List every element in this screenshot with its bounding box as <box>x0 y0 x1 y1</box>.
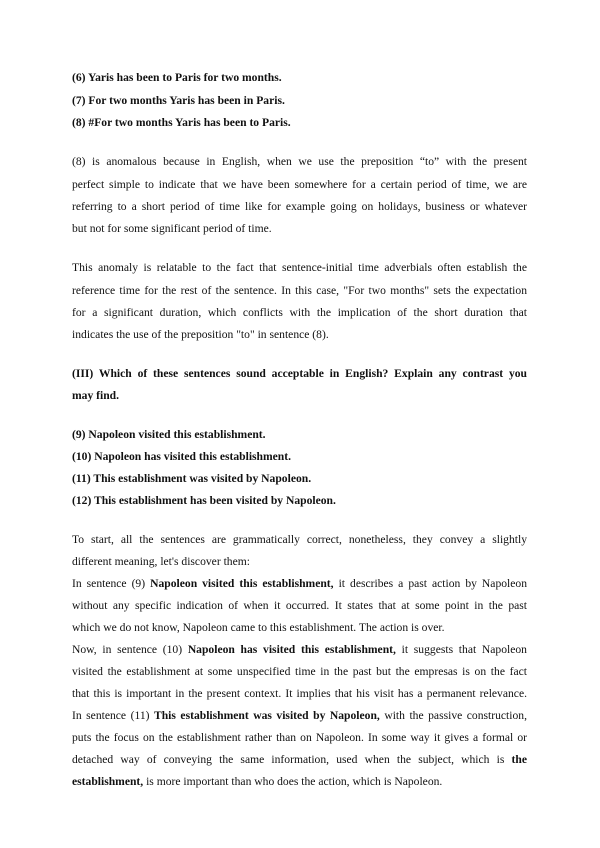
sentence11-line: In sentence (11) This establishment was visited by Napoleon, with the passive construction, <box>72 709 527 722</box>
example-8: (8) #For two months Yaris has been to Paris. <box>72 116 291 129</box>
para2-line: for a significant duration, which conflicts with the implication of the short duration that <box>72 306 527 319</box>
para2-line: reference time for the rest of the sentence. In this case, "For two months" sets the expectation <box>72 284 527 297</box>
sentence10-line: visited the establishment at some unspecified time in the past but the empresas is on the fact <box>72 665 527 678</box>
question-heading: (III) Which of these sentences sound acceptable in English? Explain any contrast you <box>72 367 527 380</box>
sentence11-line: establishment, is more important than who does the action, which is Napoleon. <box>72 775 443 788</box>
sentence11-line: puts the focus on the establishment rather than on Napoleon. In some way it gives a formal or <box>72 731 527 744</box>
para2-line: This anomaly is relatable to the fact that sentence-initial time adverbials often establish the <box>72 261 527 274</box>
sentence10-line: that this is important in the present context. It implies that his visit has a permanent relevance. <box>72 687 527 700</box>
sentence9-line: In sentence (9) Napoleon visited this establishment, it describes a past action by Napoleon <box>72 577 527 590</box>
sentence10-line: Now, in sentence (10) Napoleon has visited this establishment, it suggests that Napoleon <box>72 643 527 656</box>
para1-line: perfect simple to indicate that we have been somewhere for a certain period of time, we are <box>72 178 527 191</box>
example-6: (6) Yaris has been to Paris for two months. <box>72 71 282 84</box>
example-10: (10) Napoleon has visited this establishment. <box>72 450 292 463</box>
para3-line: To start, all the sentences are grammatically correct, nonetheless, they convey a slightly <box>72 533 527 546</box>
sentence9-line: which we do not know, Napoleon came to this establishment. The action is over. <box>72 621 445 634</box>
example-11: (11) This establishment was visited by Napoleon. <box>72 472 312 485</box>
example-7: (7) For two months Yaris has been in Paris. <box>72 94 285 107</box>
sentence9-line: without any specific indication of when it occurred. It states that at some point in the past <box>72 599 527 612</box>
para1-line: but not for some significant period of time. <box>72 222 272 235</box>
para1-line: (8) is anomalous because in English, when we use the preposition “to” with the present <box>72 155 527 168</box>
para1-line: referring to a short period of time like for example going on holidays, business or whatever <box>72 200 527 213</box>
para2-line: indicates the use of the preposition "to" in sentence (8). <box>72 328 329 341</box>
question-heading: may find. <box>72 389 120 402</box>
para3-line: different meaning, let's discover them: <box>72 555 250 568</box>
sentence11-line: detached way of conveying the same information, used when the subject, which is the <box>72 753 527 766</box>
example-9: (9) Napoleon visited this establishment. <box>72 428 266 441</box>
example-12: (12) This establishment has been visited by Napoleon. <box>72 494 336 507</box>
